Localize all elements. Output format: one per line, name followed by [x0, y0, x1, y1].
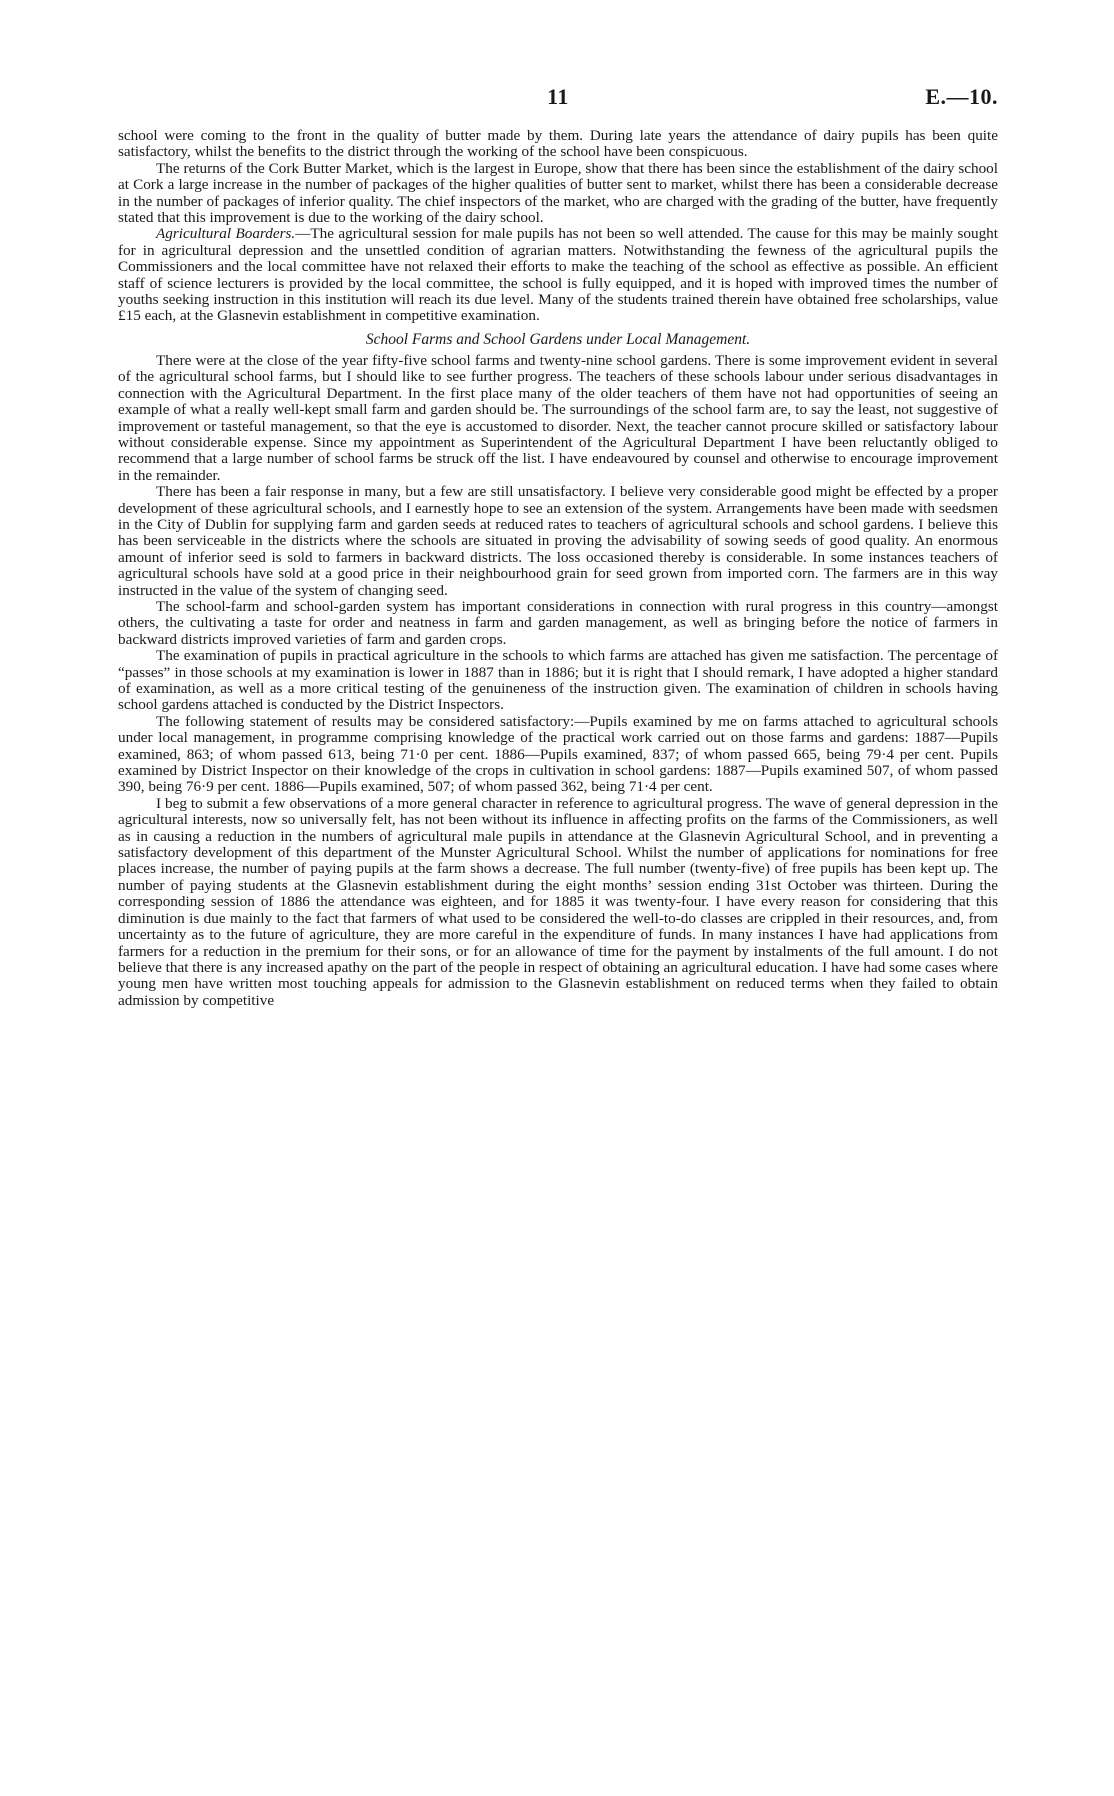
section-heading: School Farms and School Gardens under Local Management.	[365, 330, 751, 348]
paragraph-3-text: —The agricultural session for male pupils has not been so well attended. The cause for this may be mainly sought for in agricultural depression and the unsettled condition of agrarian matters. Notwithstanding the fewness of the agricultural pupils the Commissioners and the local committee have not relaxed their efforts to make the teaching of the school as effective as possible. An efficient staff of science lecturers is provided by the local committee, the school is fully equipped, and it is hoped with improved times the number of youths seeking instruction in this institution will reach its due level. Many of the students trained therein have obtained free scholarships, value £15 each, at the Glasnevin establishment in competitive examination.	[118, 225, 998, 325]
paragraph-3	[118, 226, 998, 324]
document-page	[118, 84, 998, 1009]
paragraph-6: The school-farm and school-garden system has important considerations in connection with rural progress in this country—amongst others, the cultivating a taste for order and neatness in farm and garden management, as well as bringing before the notice of farmers in backward districts improved varieties of farm and garden crops.	[118, 597, 998, 648]
body-text	[118, 128, 998, 1009]
paragraph-9: I beg to submit a few observations of a more general character in reference to agricultural progress. The wave of general depression in the agricultural interests, now so universally felt, has not been without its influence in affecting profits on the farms of the Commissioners, as well as in causing a reduction in the numbers of agricultural male pupils in attendance at the Glasnevin Agricultural School, and in preventing a satisfactory development of this department of the Munster Agricultural School. Whilst the number of applications for nominations for free places increase, the number of paying pupils at the farm shows a decrease. The full number (twenty-five) of free pupils has been kept up. The number of paying students at the Glasnevin establishment during the eight months’ session ending 31st October was thirteen. During the corresponding session of 1886 the attendance was eighteen, and for 1885 it was twenty-four. I have every reason for considering that this diminution is due mainly to the fact that farmers of what used to be considered the well-to-do classes are crippled in their resources, and, from uncertainty as to the future of agriculture, they are more careful in the expenditure of funds. In many instances I have had applications from farmers for a reduction in the premium for their sons, or for an allowance of time for the payment by instalments of the full amount. I do not believe that there is any increased apathy on the part of the people in respect of obtaining an agricultural education. I have had some cases where young men have written most touching appeals for admission to the Glasnevin establishment on reduced terms when they failed to obtain admission by competitive	[118, 794, 998, 1009]
paragraph-8: The following statement of results may be considered satisfactory:—Pupils examined by me on farms attached to agricultural schools under local management, in programme comprising knowledge of the practical work carried out on those farms and gardens: 1887—Pupils examined, 863; of whom passed 613, being 71·0 per cent. 1886—Pupils examined, 837; of whom passed 665, being 79·4 per cent. Pupils examined by District Inspector on their knowledge of the crops in cultivation in school gardens: 1887—Pupils examined 507, of whom passed 390, being 76·9 per cent. 1886—Pupils examined, 507; of whom passed 362, being 71·4 per cent.	[118, 712, 998, 796]
document-reference: E.—10.	[925, 84, 998, 109]
run-in-heading: Agricultural Boarders.	[156, 225, 296, 243]
page-number: 11	[547, 84, 569, 109]
paragraph-5: There has been a fair response in many, but a few are still unsatisfactory. I believe very considerable good might be effected by a proper development of these agricultural schools, and I earnestly hope to see an extension of the system. Arrangements have been made with seedsmen in the City of Dublin for supplying farm and garden seeds at reduced rates to teachers of agricultural schools and school gardens. I believe this has been serviceable in the districts where the schools are situated in proving the advisability of sowing seeds of good quality. An enormous amount of inferior seed is sold to farmers in backward districts. The loss occasioned thereby is considerable. In some instances teachers of agricultural schools have sold at a good price in their neighbourhood grain for seed grown from imported corn. The farmers are in this way instructed in the value of the system of changing seed.	[118, 483, 998, 599]
page-header	[118, 84, 998, 128]
paragraph-2: The returns of the Cork Butter Market, which is the largest in Europe, show that there has been since the establishment of the dairy school at Cork a large increase in the number of packages of the higher qualities of butter sent to market, whilst there has been a considerable decrease in the number of packages of inferior quality. The chief inspectors of the market, who are charged with the grading of the butter, have frequently stated that this improvement is due to the working of the dairy school.	[118, 159, 998, 227]
paragraph-4: There were at the close of the year fifty-five school farms and twenty-nine school gardens. There is some improvement evident in several of the agricultural school farms, but I should like to see further progress. The teachers of these schools labour under serious disadvantages in connection with the Agricultural Department. In the first place many of the older teachers of them have not had opportunities of seeing an example of what a really well-kept small farm and garden should be. The surroundings of the school farm are, to say the least, not suggestive of improvement or tasteful management, so that the eye is accustomed to disorder. Next, the teacher cannot procure skilled or satisfactory labour without considerable expense. Since my appointment as Superintendent of the Agricultural Department I have been reluctantly obliged to recommend that a large number of school farms be struck off the list. I have endeavoured by counsel and otherwise to encourage improvement in the remainder.	[118, 351, 998, 484]
paragraph-1: school were coming to the front in the quality of butter made by them. During late years the attendance of dairy pupils has been quite satisfactory, whilst the benefits to the district through the working of the school have been conspicuous.	[118, 127, 998, 161]
paragraph-7: The examination of pupils in practical agriculture in the schools to which farms are attached has given me satisfaction. The percentage of “passes” in those schools at my examination is lower in 1887 than in 1886; but it is right that I should remark, I have adopted a higher standard of examination, as well as a more critical testing of the genuineness of the instruction given. The examination of children in schools having school gardens attached is conducted by the District Inspectors.	[118, 647, 998, 714]
